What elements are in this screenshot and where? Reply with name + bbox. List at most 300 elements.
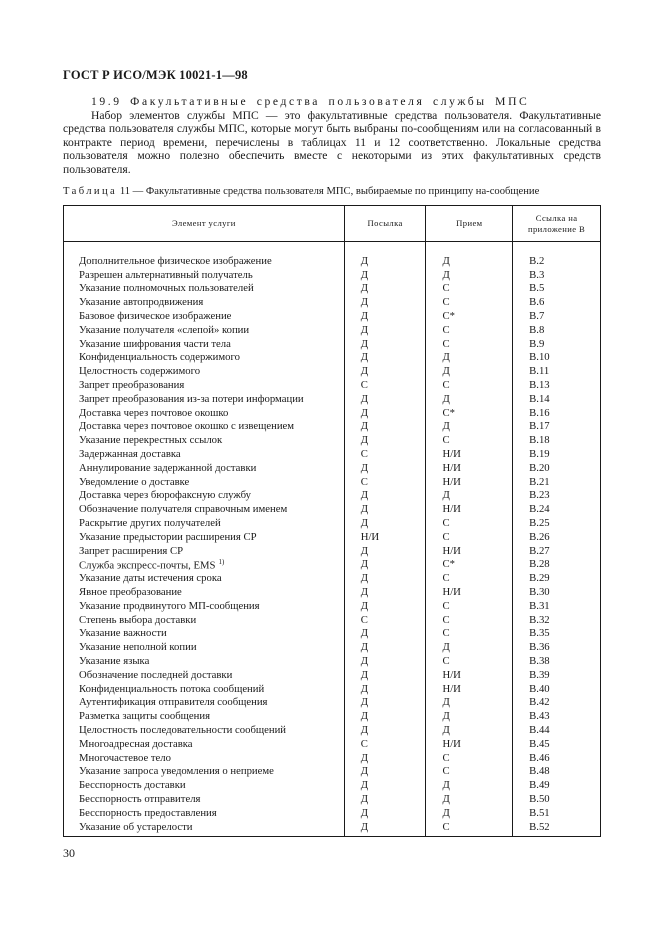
cell-receive-text: С	[442, 572, 450, 585]
cell-service-element-text: Аннулирование задержанной доставки	[79, 461, 257, 474]
cell-annex-reference-text: В.14	[529, 392, 550, 405]
cell-service-element	[64, 640, 345, 654]
cell-receive	[426, 820, 513, 834]
cell-receive-text: С	[442, 337, 450, 350]
cell-annex-reference-text: В.30	[529, 586, 550, 599]
cell-send-text: Д	[360, 254, 369, 267]
cell-receive	[426, 420, 513, 434]
cell-service-element	[64, 337, 345, 351]
cell-annex-reference-text: В.20	[529, 461, 550, 474]
cell-send	[344, 364, 426, 378]
cell-receive-text: С	[442, 820, 450, 833]
cell-receive	[426, 406, 513, 420]
cell-annex-reference	[513, 820, 601, 834]
cell-send	[344, 640, 426, 654]
cell-send	[344, 420, 426, 434]
cell-service-element	[64, 392, 345, 406]
cell-receive	[426, 530, 513, 544]
table-row	[64, 792, 601, 806]
cell-send	[344, 654, 426, 668]
cell-send-text: Д	[360, 406, 369, 419]
table-row	[64, 806, 601, 820]
cell-annex-reference	[513, 447, 601, 461]
cell-send-text: Д	[360, 641, 369, 654]
cell-send	[344, 544, 426, 558]
cell-annex-reference	[513, 530, 601, 544]
cell-send-text: Д	[360, 337, 369, 350]
cell-annex-reference	[513, 337, 601, 351]
cell-annex-reference	[513, 378, 601, 392]
cell-receive	[426, 751, 513, 765]
cell-service-element-text: Указание шифрования части тела	[79, 337, 231, 350]
cell-service-element	[64, 254, 345, 268]
cell-receive	[426, 516, 513, 530]
table-row	[64, 433, 601, 447]
cell-receive	[426, 364, 513, 378]
cell-send	[344, 778, 426, 792]
cell-service-element	[64, 544, 345, 558]
cell-annex-reference	[513, 433, 601, 447]
cell-send-text: Д	[360, 723, 369, 736]
cell-send-text: Д	[360, 310, 369, 323]
cell-send	[344, 268, 426, 282]
cell-receive-text: С	[442, 517, 450, 530]
cell-receive-text: Н/И	[442, 737, 461, 750]
cell-receive-text: Н/И	[442, 461, 461, 474]
cell-annex-reference	[513, 254, 601, 268]
cell-annex-reference	[513, 268, 601, 282]
cell-service-element-text: Бесспорность предоставления	[79, 806, 217, 819]
table-row	[64, 502, 601, 516]
table-row	[64, 751, 601, 765]
cell-annex-reference-text: В.32	[529, 613, 550, 626]
cell-receive-text: С*	[442, 310, 455, 323]
cell-annex-reference	[513, 682, 601, 696]
table-row	[64, 682, 601, 696]
cell-receive	[426, 268, 513, 282]
cell-send	[344, 696, 426, 710]
cell-send-text: Д	[360, 710, 369, 723]
cell-receive-text: Н/И	[442, 668, 461, 681]
cell-service-element-text: Целостность содержимого	[79, 365, 201, 378]
cell-send-text: Д	[360, 296, 369, 309]
cell-send-text: С	[360, 475, 368, 488]
table-row	[64, 268, 601, 282]
cell-send	[344, 530, 426, 544]
cell-send-text: Д	[360, 627, 369, 640]
cell-send-text: Д	[360, 779, 369, 792]
cell-annex-reference	[513, 309, 601, 323]
cell-receive	[426, 309, 513, 323]
cell-receive	[426, 461, 513, 475]
cell-service-element-text: Указание запроса уведомления о неприеме	[79, 765, 274, 778]
table-end-cell	[64, 833, 345, 837]
table-row	[64, 558, 601, 572]
cell-send-text: Д	[360, 351, 369, 364]
cell-service-element-text: Указание важности	[79, 627, 167, 640]
cell-service-element	[64, 723, 345, 737]
cell-receive-text: Н/И	[442, 503, 461, 516]
section-paragraph: Набор элементов службы МПС — это факультативные средства пользователя. Факультативные средства пользователя службы МПС, которые могут быть выбраны по-сообщениям или на согласованный в контракте период времени, перечислены в таблицах 11 и 12 соответственно. Локальные средства пользователя можно полезно обеспечить вместе с некоторыми из этих факультативных средств пользователя.	[63, 108, 601, 176]
table-header-row	[64, 206, 601, 242]
cell-service-element	[64, 268, 345, 282]
cell-service-element	[64, 461, 345, 475]
cell-annex-reference-text: В.44	[529, 723, 550, 736]
cell-annex-reference	[513, 627, 601, 641]
cell-annex-reference-text: В.40	[529, 682, 550, 695]
service-elements-table	[63, 205, 601, 837]
cell-receive	[426, 544, 513, 558]
cell-service-element-text: Указание автопродвижения	[79, 296, 204, 309]
section-title: 19.9 Факультативные средства пользователя службы МПС	[91, 95, 530, 108]
cell-send	[344, 751, 426, 765]
cell-annex-reference-text: В.2	[529, 254, 545, 267]
cell-annex-reference	[513, 709, 601, 723]
cell-send	[344, 806, 426, 820]
cell-annex-reference-text: В.50	[529, 792, 550, 805]
cell-service-element-text: Многоадресная доставка	[79, 737, 193, 750]
table-row	[64, 489, 601, 503]
cell-service-element-text: Запрет преобразования из-за потери информации	[79, 392, 304, 405]
cell-receive-text: Д	[442, 806, 450, 819]
cell-receive-text: Д	[442, 641, 450, 654]
cell-receive-text: С	[442, 627, 450, 640]
cell-service-element	[64, 433, 345, 447]
cell-send-text: Д	[360, 544, 369, 557]
cell-receive-text: С	[442, 323, 450, 336]
cell-annex-reference	[513, 696, 601, 710]
cell-annex-reference	[513, 654, 601, 668]
cell-receive	[426, 764, 513, 778]
cell-annex-reference	[513, 461, 601, 475]
cell-service-element-text: Явное преобразование	[79, 586, 182, 599]
cell-annex-reference	[513, 778, 601, 792]
page-number: 30	[63, 846, 75, 860]
cell-send	[344, 627, 426, 641]
cell-receive	[426, 627, 513, 641]
cell-receive-text: С	[442, 434, 450, 447]
cell-service-element	[64, 764, 345, 778]
table-row	[64, 323, 601, 337]
cell-receive-text: С	[442, 379, 450, 392]
cell-send-text: Д	[360, 461, 369, 474]
cell-service-element	[64, 668, 345, 682]
cell-send	[344, 682, 426, 696]
cell-annex-reference	[513, 737, 601, 751]
table-row	[64, 337, 601, 351]
cell-receive	[426, 447, 513, 461]
table-row	[64, 282, 601, 296]
cell-service-element	[64, 571, 345, 585]
cell-annex-reference-text: В.43	[529, 710, 550, 723]
cell-send	[344, 447, 426, 461]
cell-receive-text: Д	[442, 489, 450, 502]
cell-send	[344, 613, 426, 627]
cell-annex-reference	[513, 806, 601, 820]
cell-send	[344, 433, 426, 447]
table-caption	[63, 186, 603, 197]
table-body	[64, 242, 601, 837]
cell-send	[344, 337, 426, 351]
cell-receive	[426, 778, 513, 792]
cell-annex-reference	[513, 420, 601, 434]
cell-send-text: Д	[360, 696, 369, 709]
cell-send	[344, 585, 426, 599]
cell-receive	[426, 433, 513, 447]
cell-service-element	[64, 820, 345, 834]
cell-annex-reference-text: В.51	[529, 806, 550, 819]
table-row	[64, 709, 601, 723]
cell-annex-reference-text: В.38	[529, 655, 550, 667]
cell-service-element-text: Доставка через почтовое окошко с извещением	[79, 420, 295, 433]
cell-service-element-text: Базовое физическое изображение	[79, 310, 232, 323]
table-row	[64, 544, 601, 558]
cell-annex-reference	[513, 502, 601, 516]
cell-send	[344, 295, 426, 309]
cell-service-element	[64, 709, 345, 723]
cell-service-element	[64, 806, 345, 820]
table-row	[64, 309, 601, 323]
cell-send-text: Д	[360, 282, 369, 295]
cell-service-element-text: Разрешен альтернативный получатель	[79, 268, 253, 281]
cell-annex-reference-text: В.8	[529, 323, 545, 336]
table-caption-label: Таблица	[63, 186, 118, 197]
cell-receive-text: Д	[442, 392, 450, 405]
cell-send	[344, 558, 426, 572]
cell-service-element	[64, 378, 345, 392]
cell-service-element	[64, 530, 345, 544]
cell-service-element	[64, 309, 345, 323]
cell-annex-reference	[513, 489, 601, 503]
table-row	[64, 627, 601, 641]
cell-service-element	[64, 447, 345, 461]
cell-annex-reference-text: В.7	[529, 310, 545, 323]
cell-receive	[426, 585, 513, 599]
cell-receive-text: С	[442, 296, 450, 309]
footnote-mark: 1)	[218, 557, 225, 566]
table-row	[64, 820, 601, 834]
table-row	[64, 668, 601, 682]
cell-receive	[426, 392, 513, 406]
cell-send	[344, 723, 426, 737]
cell-receive	[426, 613, 513, 627]
cell-receive-text: С*	[442, 558, 455, 571]
cell-receive-text: Н/И	[442, 544, 461, 557]
cell-annex-reference-text: В.18	[529, 434, 550, 447]
cell-send	[344, 461, 426, 475]
table-row	[64, 392, 601, 406]
cell-receive	[426, 502, 513, 516]
cell-receive	[426, 806, 513, 820]
cell-receive	[426, 723, 513, 737]
cell-service-element-text: Конфиденциальность потока сообщений	[79, 682, 265, 695]
cell-send-text: Д	[360, 268, 369, 281]
cell-receive	[426, 696, 513, 710]
cell-service-element-text: Раскрытие других получателей	[79, 517, 221, 530]
cell-send	[344, 392, 426, 406]
table-row	[64, 696, 601, 710]
cell-receive	[426, 571, 513, 585]
cell-annex-reference	[513, 613, 601, 627]
cell-service-element	[64, 351, 345, 365]
cell-send	[344, 282, 426, 296]
cell-annex-reference-text: В.9	[529, 337, 545, 350]
cell-service-element	[64, 323, 345, 337]
cell-send-text: Д	[360, 517, 369, 530]
cell-service-element-text: Указание полномочных пользователей	[79, 282, 254, 295]
cell-service-element-text: Уведомление о доставке	[79, 475, 190, 488]
cell-annex-reference-text: В.11	[529, 365, 550, 378]
cell-send	[344, 709, 426, 723]
cell-service-element-text: Запрет преобразования	[79, 379, 185, 392]
cell-annex-reference-text: В.49	[529, 779, 550, 792]
cell-send-text: С	[360, 448, 368, 461]
cell-service-element	[64, 682, 345, 696]
cell-send-text: С	[360, 737, 368, 750]
table-end-cell	[426, 833, 513, 837]
cell-service-element-text: Указание предыстории расширения СР	[79, 530, 257, 543]
cell-send-text: Д	[360, 420, 369, 433]
cell-service-element-text: Доставка через бюрофаксную службу	[79, 489, 251, 502]
cell-annex-reference-text: В.13	[529, 379, 550, 392]
cell-service-element	[64, 516, 345, 530]
cell-receive-text: Д	[442, 710, 450, 723]
cell-annex-reference	[513, 668, 601, 682]
cell-service-element-text: Указание продвинутого МП-сообщения	[79, 599, 260, 612]
cell-annex-reference-text: В.35	[529, 627, 550, 640]
cell-receive	[426, 282, 513, 296]
header-service-element: Элемент услуги	[64, 206, 345, 242]
cell-send-text: Д	[360, 599, 369, 612]
cell-service-element-text: Запрет расширения СР	[79, 544, 184, 557]
cell-service-element	[64, 295, 345, 309]
cell-send	[344, 309, 426, 323]
cell-service-element	[64, 792, 345, 806]
cell-receive	[426, 378, 513, 392]
cell-send-text: Д	[360, 792, 369, 805]
section-19-9	[63, 95, 601, 177]
cell-send-text: С	[360, 613, 368, 626]
cell-annex-reference-text: В.21	[529, 475, 550, 488]
cell-service-element	[64, 751, 345, 765]
cell-send	[344, 516, 426, 530]
cell-receive-text: Д	[442, 420, 450, 433]
cell-send	[344, 668, 426, 682]
cell-send-text: Д	[360, 558, 369, 571]
cell-annex-reference	[513, 295, 601, 309]
cell-send-text: Д	[360, 682, 369, 695]
cell-annex-reference	[513, 558, 601, 572]
cell-annex-reference-text: В.26	[529, 530, 550, 543]
cell-send-text: С	[360, 379, 368, 392]
cell-annex-reference-text: В.25	[529, 517, 550, 530]
cell-annex-reference-text: В.39	[529, 668, 550, 681]
cell-annex-reference	[513, 751, 601, 765]
cell-service-element	[64, 627, 345, 641]
cell-send-text: Д	[360, 655, 369, 667]
cell-service-element	[64, 558, 345, 572]
table-row	[64, 530, 601, 544]
cell-annex-reference	[513, 585, 601, 599]
header-annex-reference: Ссылка на приложение В	[513, 206, 601, 242]
cell-service-element	[64, 475, 345, 489]
cell-annex-reference-text: В.46	[529, 751, 550, 764]
cell-send-text: Д	[360, 503, 369, 516]
cell-receive-text: С	[442, 282, 450, 295]
cell-send-text: Д	[360, 586, 369, 599]
cell-annex-reference-text: В.3	[529, 268, 545, 281]
cell-receive-text: С	[442, 613, 450, 626]
cell-receive	[426, 254, 513, 268]
cell-annex-reference	[513, 764, 601, 778]
cell-service-element	[64, 585, 345, 599]
cell-annex-reference-text: В.36	[529, 641, 550, 654]
cell-receive-text: Д	[442, 779, 450, 792]
document-header: ГОСТ Р ИСО/МЭК 10021-1—98	[63, 68, 248, 82]
cell-service-element-text: Указание языка	[79, 655, 150, 667]
cell-service-element-text: Указание об устарелости	[79, 820, 193, 833]
cell-annex-reference	[513, 599, 601, 613]
cell-service-element-text: Многочастевое тело	[79, 751, 171, 764]
cell-service-element-text: Аутентификация отправителя сообщения	[79, 696, 268, 709]
cell-receive-text: Н/И	[442, 586, 461, 599]
cell-send	[344, 820, 426, 834]
cell-send	[344, 378, 426, 392]
cell-annex-reference	[513, 723, 601, 737]
cell-send	[344, 571, 426, 585]
header-receive: Прием	[426, 206, 513, 242]
cell-receive-text: Д	[442, 696, 450, 709]
cell-service-element-text: Конфиденциальность содержимого	[79, 351, 240, 364]
cell-service-element-text: Задержанная доставка	[79, 448, 181, 461]
cell-receive	[426, 475, 513, 489]
cell-service-element	[64, 654, 345, 668]
table-row	[64, 599, 601, 613]
cell-send	[344, 475, 426, 489]
cell-service-element-text: Указание даты истечения срока	[79, 572, 222, 585]
cell-receive	[426, 323, 513, 337]
cell-receive-text: Д	[442, 254, 450, 267]
cell-service-element	[64, 613, 345, 627]
cell-send-text: Д	[360, 751, 369, 764]
cell-service-element-text: Целостность последовательности сообщений	[79, 723, 287, 736]
cell-service-element	[64, 737, 345, 751]
table-row	[64, 351, 601, 365]
cell-annex-reference-text: В.16	[529, 406, 550, 419]
cell-annex-reference-text: В.31	[529, 599, 550, 612]
cell-annex-reference	[513, 475, 601, 489]
cell-annex-reference	[513, 364, 601, 378]
cell-annex-reference-text: В.10	[529, 351, 550, 364]
cell-service-element-text: Обозначение получателя справочным именем	[79, 503, 288, 516]
cell-receive	[426, 558, 513, 572]
cell-receive	[426, 737, 513, 751]
cell-annex-reference-text: В.42	[529, 696, 550, 709]
cell-receive	[426, 337, 513, 351]
table-row	[64, 778, 601, 792]
cell-annex-reference-text: В.45	[529, 737, 550, 750]
table-row	[64, 571, 601, 585]
table-row	[64, 516, 601, 530]
table-row	[64, 295, 601, 309]
table-row	[64, 420, 601, 434]
cell-send	[344, 323, 426, 337]
table-row	[64, 723, 601, 737]
cell-send	[344, 406, 426, 420]
table-row	[64, 475, 601, 489]
cell-service-element-text: Бесспорность доставки	[79, 779, 186, 792]
cell-service-element-text: Доставка через почтовое окошко	[79, 406, 229, 419]
